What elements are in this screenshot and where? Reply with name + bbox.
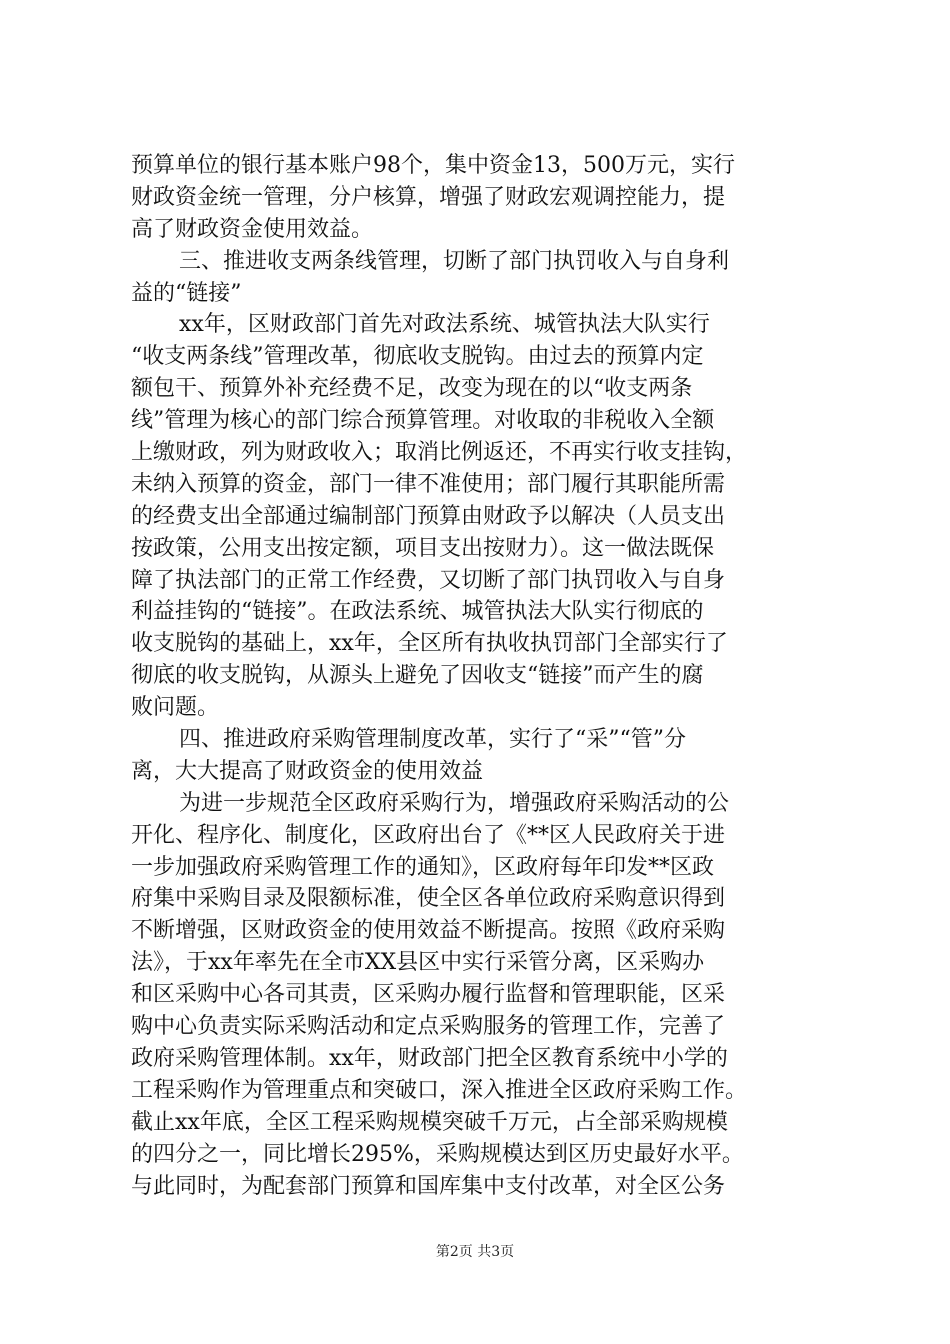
text-line: xx年，区财政部门首先对政法系统、城管执法大队实行 <box>179 312 710 338</box>
text-line: 不断增强，区财政资金的使用效益不断提高。按照《政府采购 <box>131 918 726 944</box>
text-line: 开化、程序化、制度化，区政府出台了《**区人民政府关于进 <box>131 822 726 848</box>
text-line: 与此同时，为配套部门预算和国库集中支付改革，对全区公务 <box>131 1173 726 1199</box>
text-line: 高了财政资金使用效益。 <box>131 216 374 242</box>
text-line: 三、推进收支两条线管理，切断了部门执罚收入与自身利 <box>179 248 730 274</box>
text-line: 收支脱钩的基础上，xx年，全区所有执收执罚部门全部实行了 <box>131 631 728 657</box>
text-line: 工程采购作为管理重点和突破口，深入推进全区政府采购工作。 <box>131 1077 748 1103</box>
text-line: 一步加强政府采购管理工作的通知》，区政府每年印发**区政 <box>131 854 715 880</box>
text-line: 的四分之一，同比增长295%，采购规模达到区历史最好水平。 <box>131 1141 744 1167</box>
text-line: 障了执法部门的正常工作经费，又切断了部门执罚收入与自身 <box>131 567 726 593</box>
document-body <box>131 150 831 1202</box>
text-line: “收支两条线”管理改革，彻底收支脱钩。由过去的预算内定 <box>131 344 704 370</box>
text-line: 离，大大提高了财政资金的使用效益 <box>131 758 484 784</box>
text-line: 截止xx年底，全区工程采购规模突破千万元，占全部采购规模 <box>131 1109 728 1135</box>
page-footer: 第2页 共3页 <box>435 1244 515 1260</box>
text-line: 按政策，公用支出按定额，项目支出按财力）。这一做法既保 <box>131 535 715 561</box>
text-line: 额包干、预算外补充经费不足，改变为现在的以“收支两条 <box>131 376 693 402</box>
text-line: 上缴财政，列为财政收入；取消比例返还，不再实行收支挂钩， <box>131 440 748 466</box>
text-line: 线”管理为核心的部门综合预算管理。对收取的非税收入全额 <box>131 408 715 434</box>
text-line: 四、推进政府采购管理制度改革，实行了“采”“管”分 <box>179 727 686 753</box>
text-line: 彻底的收支脱钩，从源头上避免了因收支“链接”而产生的腐 <box>131 663 704 689</box>
text-line: 预算单位的银行基本账户98个，集中资金13，500万元，实行 <box>131 153 735 178</box>
text-line: 政府采购管理体制。xx年，财政部门把全区教育系统中小学的 <box>131 1045 728 1071</box>
text-line: 和区采购中心各司其责，区采购办履行监督和管理职能，区采 <box>131 982 726 1008</box>
text-line: 未纳入预算的资金，部门一律不准使用；部门履行其职能所需 <box>131 471 726 497</box>
text-line: 利益挂钩的“链接”。在政法系统、城管执法大队实行彻底的 <box>131 599 704 625</box>
text-line: 败问题。 <box>131 695 220 721</box>
text-line: 为进一步规范全区政府采购行为，增强政府采购活动的公 <box>179 790 730 816</box>
text-line: 购中心负责实际采购活动和定点采购服务的管理工作，完善了 <box>131 1014 726 1040</box>
text-line: 府集中采购目录及限额标准，使全区各单位政府采购意识得到 <box>131 886 726 912</box>
text-line: 益的“链接” <box>131 280 242 306</box>
text-line: 财政资金统一管理，分户核算，增强了财政宏观调控能力，提 <box>131 184 726 210</box>
text-line: 法》，于xx年率先在全市XX县区中实行采管分离，区采购办 <box>131 950 705 976</box>
text-line: 的经费支出全部通过编制部门预算由财政予以解决（人员支出 <box>131 503 726 529</box>
